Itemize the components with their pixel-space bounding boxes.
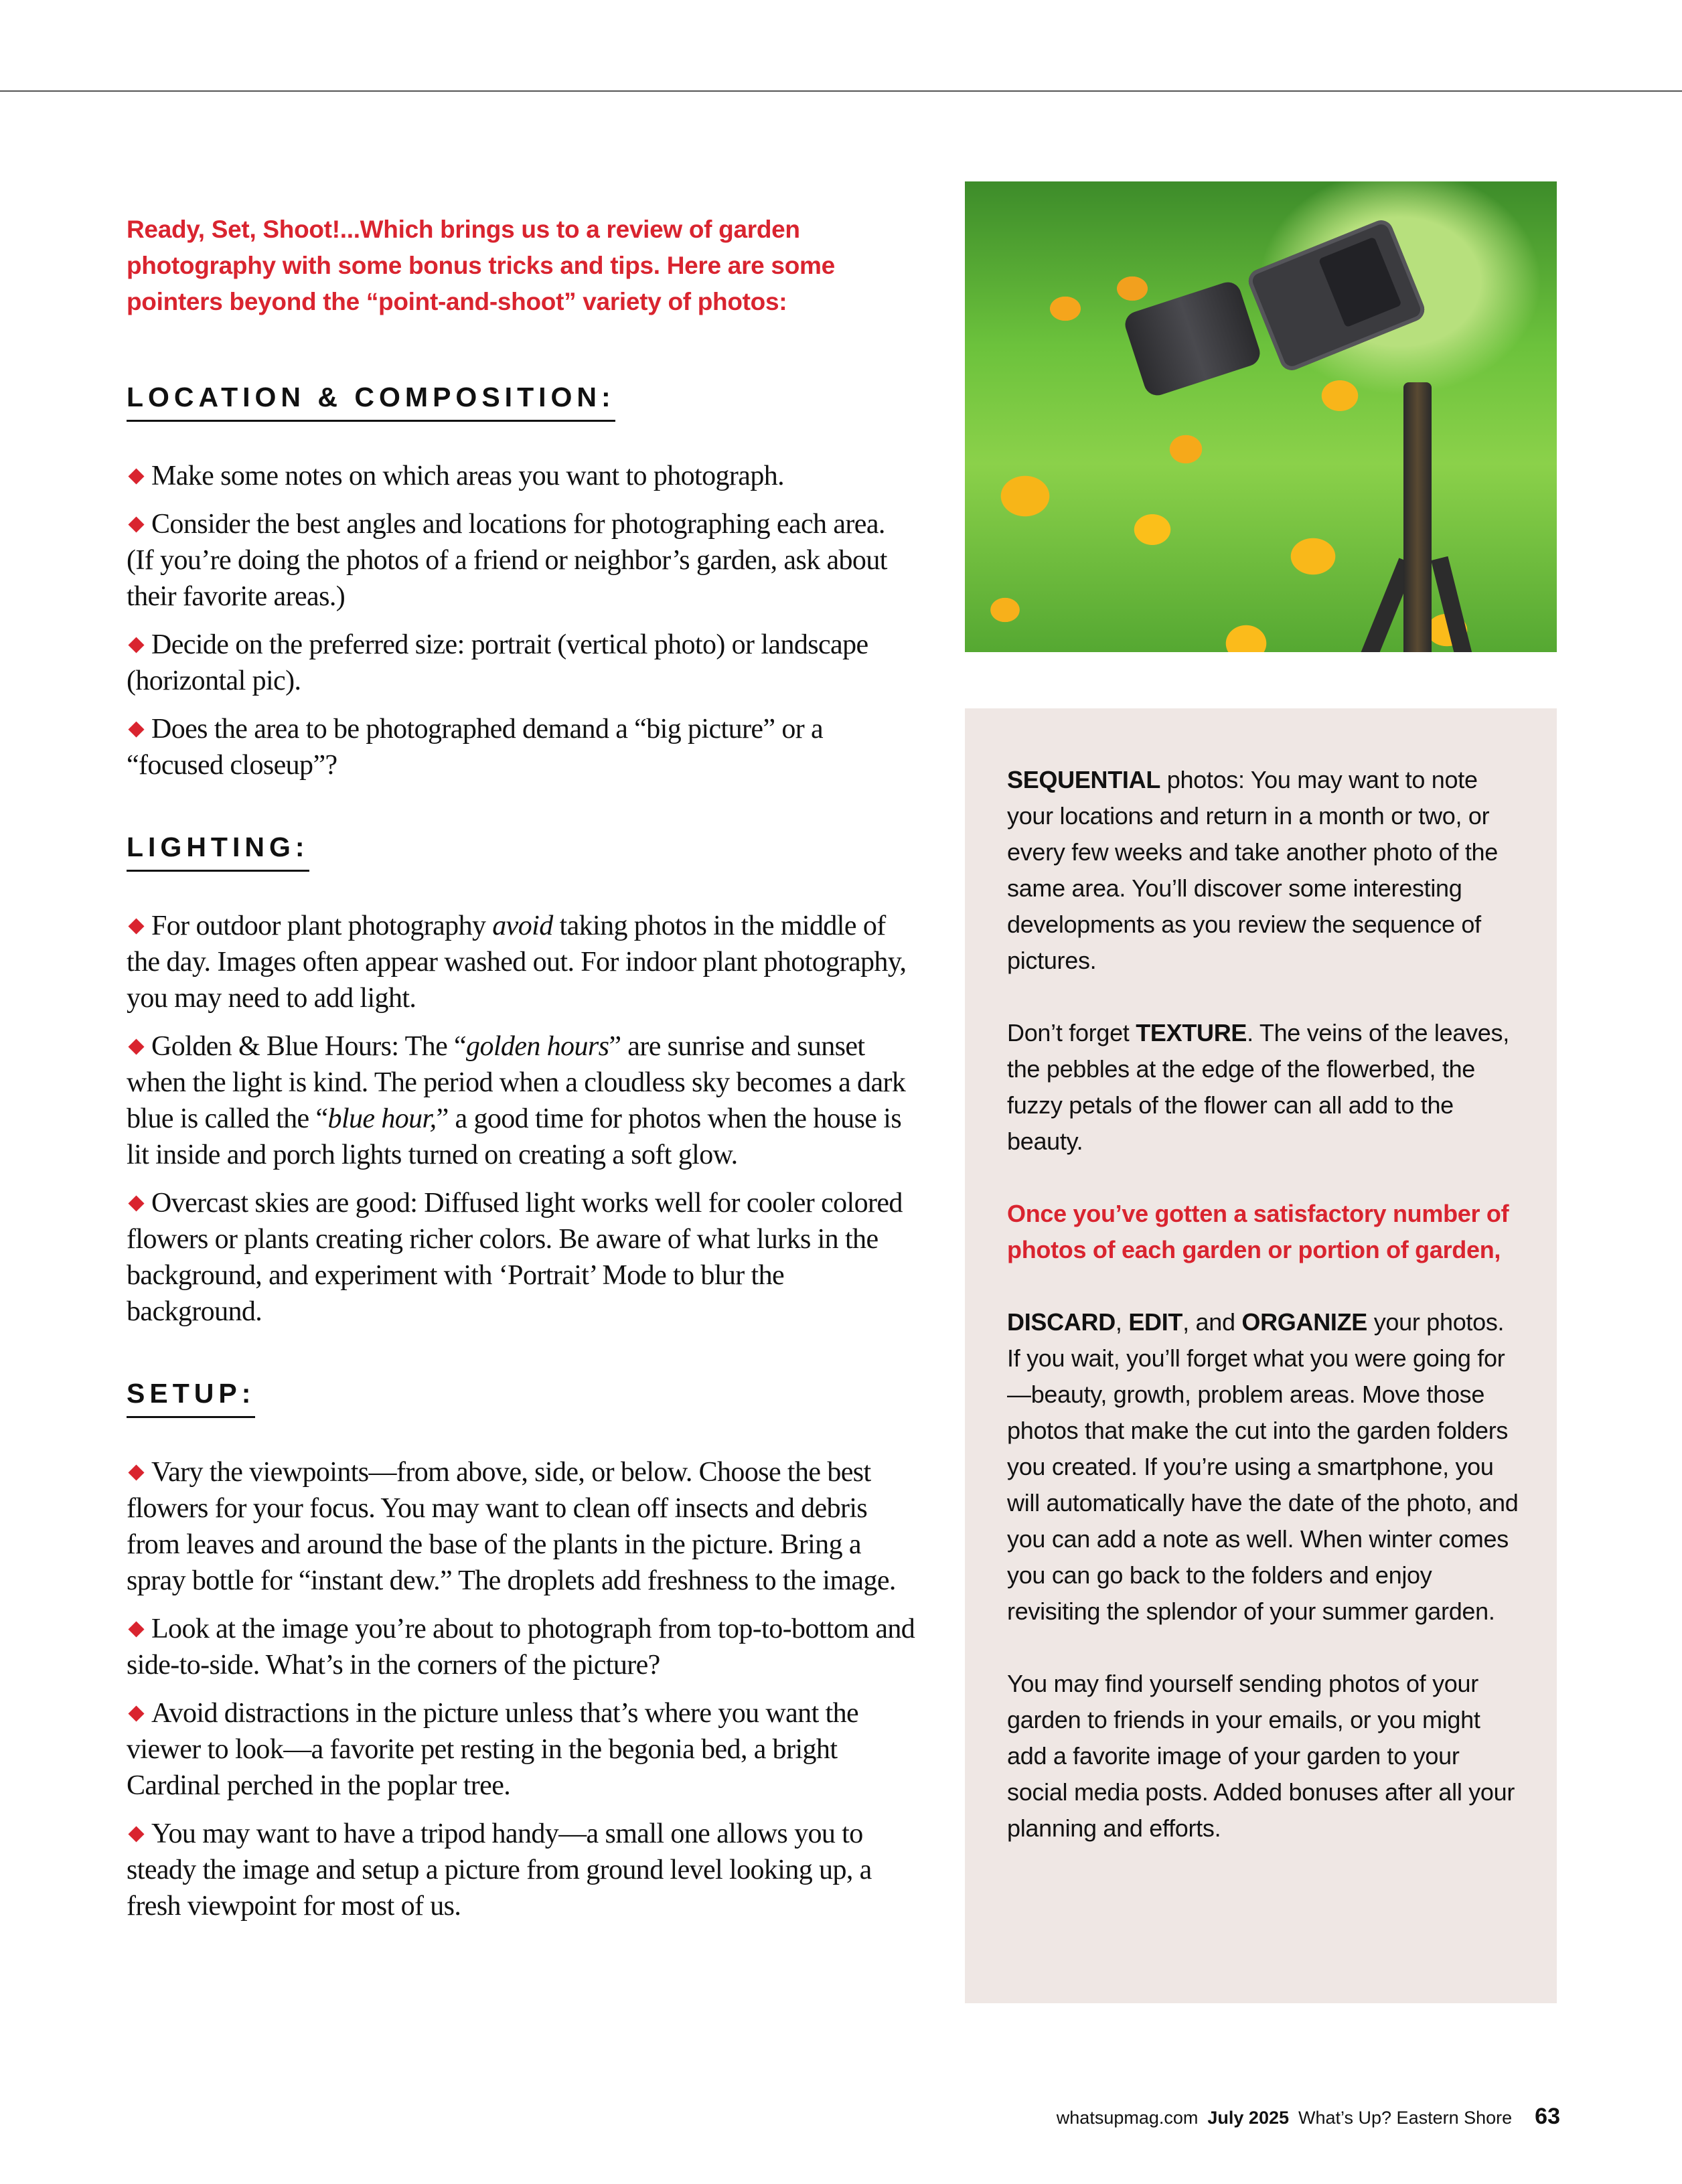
section-setup	[127, 1378, 917, 1924]
section-heading: SETUP:	[127, 1378, 255, 1418]
text-run: Make some notes on which areas you want to photograph.	[151, 461, 785, 491]
sidebar-paragraph	[1007, 1666, 1523, 1847]
text-run: Does the area to be photographed demand a “big picture” or a “focused closeup”?	[127, 714, 824, 781]
sidebar-paragraph	[1007, 1015, 1523, 1160]
bullet-item	[127, 627, 917, 699]
text-run: Decide on the preferred size: portrait (vertical photo) or landscape (horizontal pic).	[127, 629, 868, 696]
text-run: , and	[1182, 1308, 1242, 1336]
red-diamond-bullet-icon	[128, 516, 144, 532]
bullet-item	[127, 1611, 917, 1683]
bullet-item	[127, 458, 917, 494]
red-diamond-bullet-icon	[128, 1038, 144, 1055]
section-heading: LIGHTING:	[127, 832, 309, 872]
camera-body	[1245, 217, 1428, 374]
text-run: You may find yourself sending photos of your garden to friends in your emails, or you might add a favorite image of your garden to your social media posts. Added bonuses after all your planning and efforts.	[1007, 1670, 1515, 1842]
sidebar-paragraph	[1007, 1304, 1523, 1630]
bullet-list	[127, 908, 917, 1330]
bold-keyword: TEXTURE	[1136, 1019, 1247, 1046]
tips-sidebar	[965, 708, 1557, 2003]
section-heading: LOCATION & COMPOSITION:	[127, 382, 615, 422]
italic-emphasis: blue hour,	[327, 1103, 437, 1134]
text-run: ” a good time for photos when the house is lit inside and porch lights turned on creating a soft glow.	[127, 1103, 902, 1170]
italic-emphasis: golden hours	[466, 1031, 609, 1062]
article-main-column	[127, 212, 917, 1936]
bullet-item	[127, 506, 917, 615]
text-run: taking photos in the middle of the day. Images often appear washed out. For indoor plant photography, you may need to add light.	[127, 911, 907, 1014]
bullet-item	[127, 711, 917, 783]
top-rule-divider	[0, 90, 1682, 92]
text-run: Once you’ve gotten a satisfactory number of photos of each garden or portion of garden,	[1007, 1200, 1509, 1263]
bold-keyword: SEQUENTIAL	[1007, 766, 1161, 793]
red-diamond-bullet-icon	[128, 1621, 144, 1637]
camera-screen	[1318, 237, 1402, 328]
footer-publication: What’s Up? Eastern Shore	[1298, 2108, 1513, 2128]
footer-issue-date: July 2025	[1207, 2108, 1289, 2128]
text-run: . The veins of the leaves, the pebbles at the edge of the flowerbed, the fuzzy petals of the flower can all add to the beauty.	[1007, 1019, 1509, 1155]
red-diamond-bullet-icon	[128, 1705, 144, 1721]
intro-paragraph: Ready, Set, Shoot!...Which brings us to a review of garden photography with some bonus tricks and tips. Here are some pointers beyond the “point-and-shoot” variety of photos:	[127, 216, 835, 315]
text-run: You may want to have a tripod handy—a small one allows you to steady the image and setup a picture from ground level looking up, a fresh viewpoint for most of us.	[127, 1818, 872, 1922]
text-run: Don’t forget	[1007, 1019, 1136, 1046]
camera-tripod-flowers-photo	[965, 181, 1557, 652]
bullet-item	[127, 1454, 917, 1599]
text-run: Look at the image you’re about to photograph from top-to-bottom and side-to-side. What’s in the corners of the picture?	[127, 1614, 915, 1681]
section-lighting	[127, 832, 917, 1330]
bullet-item	[127, 1028, 917, 1173]
text-run: Golden & Blue Hours: The “	[151, 1031, 467, 1062]
sidebar-paragraph	[1007, 762, 1523, 979]
bullet-list	[127, 458, 917, 783]
footer-site: whatsupmag.com	[1056, 2108, 1199, 2128]
sidebar-callout	[1007, 1196, 1523, 1268]
text-run: Vary the viewpoints—from above, side, or below. Choose the best flowers for your focus. You may want to clean off insects and debris from leaves and around the base of the plants in the picture. Bring a spray bottle for “instant dew.” The droplets add freshness to the image.	[127, 1457, 896, 1596]
red-diamond-bullet-icon	[128, 1195, 144, 1211]
camera-lens	[1122, 279, 1263, 398]
red-diamond-bullet-icon	[128, 1464, 144, 1480]
italic-emphasis: avoid	[492, 911, 553, 941]
red-diamond-bullet-icon	[128, 1826, 144, 1842]
bold-keyword: ORGANIZE	[1241, 1308, 1368, 1336]
red-diamond-bullet-icon	[128, 468, 144, 484]
page-footer	[1047, 2104, 1560, 2130]
bullet-list	[127, 1454, 917, 1924]
text-run: photos: You may want to note your locations and return in a month or two, or every few weeks and take another photo of the same area. You’ll discover some interesting developments as you review the sequence of pictures.	[1007, 766, 1498, 974]
text-run: Overcast skies are good: Diffused light works well for cooler colored flowers or plants creating richer colors. Be aware of what lurks in the background, and experiment with ‘Portrait’ Mode to blur the background.	[127, 1188, 903, 1327]
tripod-leg	[1431, 556, 1480, 652]
text-run: your photos. If you wait, you’ll forget what you were going for—beauty, growth, problem areas. Move those photos that make the cut into the garden folders you created. If you’re using a smartphone, you will automatically have the date of the photo, and you can add a note as well. When winter comes you can go back to the folders and enjoy revisiting the splendor of your summer garden.	[1007, 1308, 1519, 1625]
bold-keyword: DISCARD	[1007, 1308, 1116, 1336]
text-run: Avoid distractions in the picture unless that’s where you want the viewer to look—a favorite pet resting in the begonia bed, a bright Cardinal perched in the poplar tree.	[127, 1698, 859, 1801]
bullet-item	[127, 1695, 917, 1804]
red-diamond-bullet-icon	[128, 637, 144, 653]
text-run: ,	[1115, 1308, 1129, 1336]
section-location-composition	[127, 382, 917, 783]
text-run: ” are sunrise and sunset when the light is kind. The period when a cloudless sky becomes a dark blue is called the “	[127, 1031, 906, 1134]
bullet-item	[127, 1816, 917, 1924]
sidebar-content	[1007, 762, 1523, 1883]
tripod	[1403, 382, 1432, 652]
page-number: 63	[1535, 2104, 1560, 2129]
red-diamond-bullet-icon	[128, 918, 144, 934]
text-run: Consider the best angles and locations for photographing each area. (If you’re doing the photos of a friend or neighbor’s garden, ask about their favorite areas.)	[127, 509, 887, 612]
bullet-item	[127, 908, 917, 1016]
red-diamond-bullet-icon	[128, 721, 144, 737]
text-run: For outdoor plant photography	[151, 911, 493, 941]
bullet-item	[127, 1185, 917, 1330]
bold-keyword: EDIT	[1128, 1308, 1183, 1336]
